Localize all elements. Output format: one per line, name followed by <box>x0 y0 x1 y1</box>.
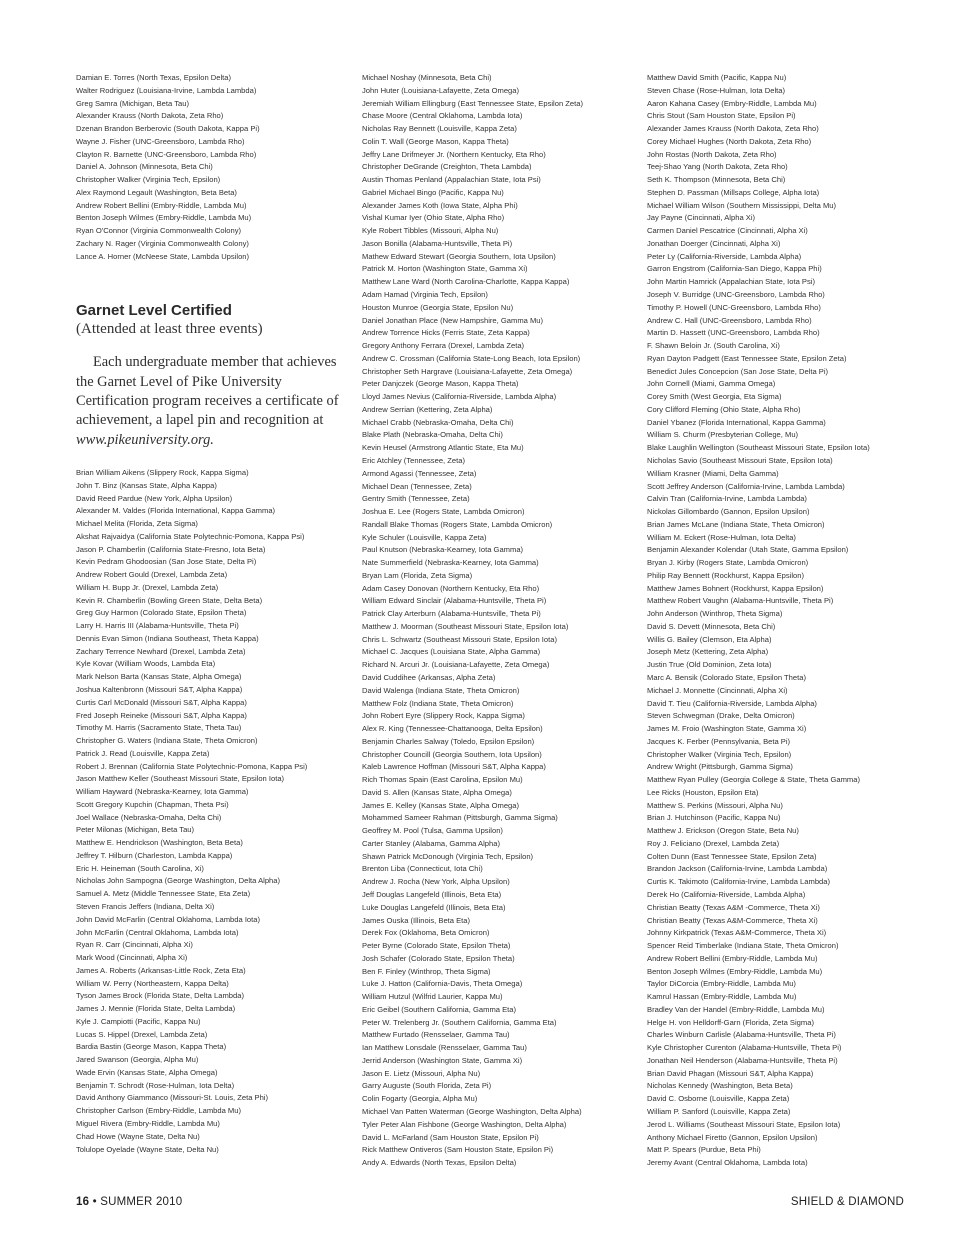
member-entry: Ian Matthew Lonsdale (Rensselaer, Gamma Tau) <box>362 1043 527 1053</box>
member-entry: John Martin Hamrick (Appalachian State, Iota Psi) <box>647 277 815 287</box>
section-subtitle: (Attended at least three events) <box>76 321 263 338</box>
name-list-bottom <box>76 467 346 1156</box>
member-entry: Christopher Walker (Virginia Tech, Epsilon) <box>647 749 792 759</box>
name-list <box>362 72 634 1170</box>
column-1 <box>76 72 346 1156</box>
member-entry: Luke J. Hatton (California-Davis, Theta Omega) <box>362 979 523 989</box>
member-entry: Matt P. Spears (Purdue, Beta Phi) <box>647 1145 761 1155</box>
member-entry: John Huter (Louisiana-Lafayette, Zeta Omega) <box>362 85 520 95</box>
member-entry: Daniel A. Johnson (Minnesota, Beta Chi) <box>76 162 213 172</box>
member-entry: Philip Ray Bennett (Rockhurst, Kappa Epsilon) <box>647 570 805 580</box>
member-entry: Patrick J. Read (Louisville, Kappa Zeta) <box>76 748 210 758</box>
member-entry: Timothy M. Harris (Sacramento State, Theta Tau) <box>76 723 242 733</box>
member-entry: John Anderson (Winthrop, Theta Sigma) <box>647 609 783 619</box>
member-entry: Derek Ho (California-Riverside, Lambda Alpha) <box>647 890 806 899</box>
member-entry: David Cuddihee (Arkansas, Alpha Zeta) <box>362 672 496 682</box>
member-entry: Chase Moore (Central Oklahoma, Lambda Iota) <box>362 111 523 121</box>
member-entry: Brian J. Hutchinson (Pacific, Kappa Nu) <box>647 813 781 823</box>
member-entry: John Cornell (Miami, Gamma Omega) <box>647 379 776 389</box>
member-entry: Bardia Bastin (George Mason, Kappa Theta) <box>76 1042 227 1052</box>
member-entry: Jared Swanson (Georgia, Alpha Mu) <box>76 1055 199 1065</box>
member-entry: Scott Jeffrey Anderson (California-Irvine, Lambda Lambda) <box>647 481 845 491</box>
member-entry: William H. Bupp Jr. (Drexel, Lambda Zeta) <box>76 582 219 592</box>
member-entry: Christopher Carlson (Embry-Riddle, Lambda Mu) <box>76 1106 242 1116</box>
section-body <box>76 353 346 449</box>
member-entry: Michael William Wilson (Southern Mississippi, Delta Mu) <box>647 200 837 210</box>
member-entry: Michael C. Jacques (Louisiana State, Alpha Gamma) <box>362 647 541 657</box>
member-entry: Aaron Kahana Casey (Embry-Riddle, Lambda Mu) <box>647 98 817 108</box>
member-entry: Andrew C. Crossman (California State-Long Beach, Iota Epsilon) <box>362 353 581 363</box>
member-entry: Teej-Shao Yang (North Dakota, Zeta Rho) <box>647 162 788 172</box>
member-entry: Benedict Jules Concepcion (San Jose State, Delta Pi) <box>647 366 829 376</box>
member-entry: Colten Dunn (East Tennessee State, Epsilon Zeta) <box>647 851 817 861</box>
member-entry: Andrew Torrence Hicks (Ferris State, Zeta Kappa) <box>362 328 530 338</box>
member-entry: Carmen Daniel Pescatrice (Cincinnati, Alpha Xi) <box>647 226 808 236</box>
member-entry: James J. Mennie (Florida State, Delta Lambda) <box>76 1004 236 1014</box>
member-entry: Steven Chase (Rose-Hulman, Iota Delta) <box>647 85 786 95</box>
member-entry: William Hayward (Nebraska-Kearney, Iota Gamma) <box>76 787 249 797</box>
member-entry: Chris Stout (Sam Houston State, Epsilon Pi) <box>647 111 796 121</box>
member-entry: David L. McFarland (Sam Houston State, Epsilon Pi) <box>362 1132 539 1142</box>
member-entry: Tyson James Brock (Florida State, Delta Lambda) <box>76 991 244 1001</box>
member-entry: Michael J. Monnette (Cincinnati, Alpha Xi) <box>647 685 788 695</box>
member-entry: Greg Guy Harmon (Colorado State, Epsilon Theta) <box>76 608 247 618</box>
member-entry: Matthew David Smith (Pacific, Kappa Nu) <box>647 73 787 82</box>
member-entry: Eric Atchley (Tennessee, Zeta) <box>362 455 465 465</box>
member-entry: Alexander Krauss (North Dakota, Zeta Rho) <box>76 111 224 121</box>
member-entry: Nicholas John Sampogna (George Washington, Delta Alpha) <box>76 876 281 886</box>
member-entry: Andrew Serrian (Kettering, Zeta Alpha) <box>362 404 493 414</box>
member-entry: Rick Matthew Ontiveros (Sam Houston State, Epsilon Pi) <box>362 1145 554 1155</box>
member-entry: Peter Milonas (Michigan, Beta Tau) <box>76 825 195 835</box>
member-entry: Kyle J. Campiotti (Pacific, Kappa Nu) <box>76 1016 201 1026</box>
member-entry: Jerod L. Williams (Southeast Missouri State, Epsilon Iota) <box>647 1119 841 1129</box>
member-entry: Benjamin Alexander Kolendar (Utah State, Gamma Epsilon) <box>647 545 849 555</box>
member-entry: Chris L. Schwartz (Southeast Missouri State, Epsilon Iota) <box>362 634 557 644</box>
name-list-top <box>76 72 346 263</box>
member-entry: Lucas S. Hippel (Drexel, Lambda Zeta) <box>76 1029 208 1039</box>
member-entry: Ryan Dayton Padgett (East Tennessee State, Epsilon Zeta) <box>647 353 847 363</box>
member-entry: Zachary N. Rager (Virginia Commonwealth Colony) <box>76 238 249 248</box>
member-entry: Christopher DeGrande (Creighton, Theta Lambda) <box>362 162 532 172</box>
member-entry: William Krasner (Miami, Delta Gamma) <box>647 468 779 478</box>
member-entry: Curtis K. Takimoto (California-Irvine, Lambda Lambda) <box>647 877 831 887</box>
member-entry: Fred Joseph Reineke (Missouri S&T, Alpha Kappa) <box>76 710 247 720</box>
member-entry: F. Shawn Beloin Jr. (South Carolina, Xi) <box>647 341 780 351</box>
member-entry: John Rostas (North Dakota, Zeta Rho) <box>647 149 777 159</box>
member-entry: Peter Danjczek (George Mason, Kappa Theta) <box>362 379 519 389</box>
member-entry: Kevin Pedram Ghodoosian (San Jose State, Delta Pi) <box>76 557 257 567</box>
member-entry: Nickolas Gillombardo (Gannon, Epsilon Upsilon) <box>647 507 810 517</box>
member-entry: John David McFarlin (Central Oklahoma, Lambda Iota) <box>76 914 261 924</box>
name-list <box>647 72 922 1170</box>
page-number: 16 <box>76 1196 90 1208</box>
member-entry: Mark Wood (Cincinnati, Alpha Xi) <box>76 953 188 963</box>
column-2 <box>362 72 634 1170</box>
member-entry: David C. Osborne (Louisville, Kappa Zeta) <box>647 1094 790 1104</box>
member-entry: Vishal Kumar Iyer (Ohio State, Alpha Rho) <box>362 213 505 223</box>
member-entry: Tyler Peter Alan Fishbone (George Washington, Delta Alpha) <box>362 1119 567 1129</box>
member-entry: Nicholas Kennedy (Washington, Beta Beta) <box>647 1081 793 1091</box>
member-entry: William Hutzul (Wilfrid Laurier, Kappa Mu) <box>362 992 503 1002</box>
member-entry: Corey Michael Hughes (North Dakota, Zeta Rho) <box>647 136 812 146</box>
member-entry: Clayton R. Barnette (UNC-Greensboro, Lambda Rho) <box>76 149 257 159</box>
member-entry: Bryan Lam (Florida, Zeta Sigma) <box>362 570 473 580</box>
member-entry: Kyle Kovar (William Woods, Lambda Eta) <box>76 659 216 669</box>
member-entry: Geoffrey M. Pool (Tulsa, Gamma Upsilon) <box>362 826 503 836</box>
member-entry: William Edward Sinclair (Alabama-Huntsville, Theta Pi) <box>362 596 547 606</box>
column-3 <box>647 72 922 1170</box>
member-entry: Wade Ervin (Kansas State, Alpha Omega) <box>76 1067 218 1077</box>
member-entry: William W. Perry (Northeastern, Kappa Delta) <box>76 978 229 988</box>
member-entry: Scott Gregory Kupchin (Chapman, Theta Psi) <box>76 799 229 809</box>
member-entry: Roy J. Feliciano (Drexel, Lambda Zeta) <box>647 838 780 848</box>
member-entry: Wayne J. Fisher (UNC-Greensboro, Lambda Rho) <box>76 136 245 146</box>
member-entry: Blake Laughlin Wellington (Southeast Missouri State, Epsilon Iota) <box>647 443 870 453</box>
member-entry: Matthew J. Moorman (Southeast Missouri State, Epsilon Iota) <box>362 621 569 631</box>
member-entry: Gentry Smith (Tennessee, Zeta) <box>362 494 470 504</box>
member-entry: Jeremiah William Ellingburg (East Tennessee State, Epsilon Zeta) <box>362 98 584 108</box>
section-title: Garnet Level Certified <box>76 302 232 320</box>
member-entry: Colin T. Wall (George Mason, Kappa Theta) <box>362 136 509 146</box>
member-entry: David Walenga (Indiana State, Theta Omicron) <box>362 685 520 695</box>
member-entry: Michael Van Patten Waterman (George Washington, Delta Alpha) <box>362 1107 582 1117</box>
member-entry: Zachary Terrence Newhard (Drexel, Lambda Zeta) <box>76 646 246 656</box>
member-entry: Andrew Robert Bellini (Embry-Riddle, Lambda Mu) <box>647 953 818 963</box>
member-entry: Richard N. Arcuri Jr. (Louisiana-Lafayette, Zeta Omega) <box>362 660 550 670</box>
member-entry: Daniel Jonathan Place (New Hampshire, Gamma Mu) <box>362 315 544 325</box>
member-entry: Ryan R. Carr (Cincinnati, Alpha Xi) <box>76 940 193 950</box>
member-entry: Larry H. Harris III (Alabama-Huntsville, Theta Pi) <box>76 621 239 631</box>
member-entry: Armond Agassi (Tennessee, Zeta) <box>362 468 477 478</box>
member-entry: John Robert Eyre (Slippery Rock, Kappa Sigma) <box>362 711 525 721</box>
member-entry: Matthew E. Hendrickson (Washington, Beta Beta) <box>76 838 243 848</box>
member-entry: Brian David Phagan (Missouri S&T, Alpha Kappa) <box>647 1068 814 1078</box>
member-entry: Blake Plath (Nebraska-Omaha, Delta Chi) <box>362 430 503 440</box>
member-entry: Robert J. Brennan (California State Polytechnic-Pomona, Kappa Psi) <box>76 761 308 771</box>
member-entry: Garron Engstrom (California-San Diego, Kappa Phi) <box>647 264 822 274</box>
member-entry: Damian E. Torres (North Texas, Epsilon Delta) <box>76 73 232 82</box>
member-entry: Peter W. Trelenberg Jr. (Southern California, Gamma Eta) <box>362 1017 557 1027</box>
member-entry: Jeremy Avant (Central Oklahoma, Lambda Iota) <box>647 1158 808 1168</box>
member-entry: Randall Blake Thomas (Rogers State, Lambda Omicron) <box>362 519 553 529</box>
member-entry: David Reed Pardue (New York, Alpha Upsilon) <box>76 493 233 503</box>
member-entry: Christian Beatty (Texas A&M-Commerce, Theta Xi) <box>647 915 818 925</box>
member-entry: William S. Churm (Presbyterian College, Mu) <box>647 430 799 440</box>
member-entry: Matthew Furtado (Rensselaer, Gamma Tau) <box>362 1030 510 1040</box>
member-entry: Timothy P. Howell (UNC-Greensboro, Lambda Rho) <box>647 302 821 312</box>
member-entry: Marc A. Bensik (Colorado State, Epsilon Theta) <box>647 672 806 682</box>
member-entry: Kyle Schuler (Louisville, Kappa Zeta) <box>362 532 487 542</box>
member-entry: Nicholas Savio (Southeast Missouri State, Epsilon Iota) <box>647 455 833 465</box>
member-entry: Eric Geibel (Southern California, Gamma Eta) <box>362 1004 517 1014</box>
member-entry: David Anthony Giammanco (Missouri-St. Louis, Zeta Phi) <box>76 1093 269 1103</box>
member-entry: James E. Kelley (Kansas State, Alpha Omega) <box>362 800 520 810</box>
member-entry: William P. Sanford (Louisville, Kappa Zeta) <box>647 1107 791 1117</box>
member-entry: Michael Noshay (Minnesota, Beta Chi) <box>362 73 492 82</box>
member-entry: Mathew Edward Stewart (Georgia Southern, Iota Upsilon) <box>362 251 556 261</box>
member-entry: Mohammed Sameer Rahman (Pittsburgh, Gamma Sigma) <box>362 813 558 823</box>
member-entry: Christian Beatty (Texas A&M -Commerce, Theta Xi) <box>647 902 820 912</box>
member-entry: Corey Smith (West Georgia, Eta Sigma) <box>647 392 782 402</box>
member-entry: Brenton Liba (Connecticut, Iota Chi) <box>362 864 483 874</box>
member-entry: Jonathan Neil Henderson (Alabama-Huntsville, Theta Pi) <box>647 1055 838 1065</box>
member-entry: Christopher Seth Hargrave (Louisiana-Lafayette, Zeta Omega) <box>362 366 573 376</box>
member-entry: Austin Thomas Penland (Appalachian State, Iota Psi) <box>362 175 541 185</box>
member-entry: Matthew Lane Ward (North Carolina-Charlotte, Kappa Kappa) <box>362 277 570 287</box>
member-entry: Eric H. Heineman (South Carolina, Xi) <box>76 863 204 873</box>
member-entry: Carter Stanley (Alabama, Gamma Alpha) <box>362 838 501 848</box>
member-entry: Johnny Kirkpatrick (Texas A&M-Commerce, Theta Xi) <box>647 928 827 938</box>
member-entry: Jason E. Lietz (Missouri, Alpha Nu) <box>362 1068 481 1078</box>
member-entry: Alex Raymond Legault (Washington, Beta Beta) <box>76 187 237 197</box>
member-entry: Steven Schwegman (Drake, Delta Omicron) <box>647 711 795 721</box>
member-entry: Ryan O'Connor (Virginia Commonwealth Colony) <box>76 226 242 236</box>
member-entry: Alex R. King (Tennessee-Chattanooga, Delta Epsilon) <box>362 724 543 734</box>
member-entry: Kaleb Lawrence Hoffman (Missouri S&T, Alpha Kappa) <box>362 762 546 772</box>
member-entry: Kyle Robert Tibbles (Missouri, Alpha Nu) <box>362 226 499 236</box>
member-entry: Tolulope Oyelade (Wayne State, Delta Nu) <box>76 1144 219 1154</box>
issue-label: SUMMER 2010 <box>100 1196 183 1208</box>
member-entry: Benton Joseph Wilmes (Embry-Riddle, Lambda Mu) <box>76 213 252 223</box>
member-entry: Greg Samra (Michigan, Beta Tau) <box>76 98 189 108</box>
member-entry: Adam Hamad (Virginia Tech, Epsilon) <box>362 290 488 300</box>
member-entry: Paul Knutson (Nebraska-Kearney, Iota Gamma) <box>362 545 524 555</box>
member-entry: Brandon Jackson (California-Irvine, Lambda Lambda) <box>647 864 828 874</box>
member-entry: Lloyd James Nevius (California-Riverside, Lambda Alpha) <box>362 392 557 402</box>
member-entry: Michael Crabb (Nebraska-Omaha, Delta Chi) <box>362 417 514 427</box>
section-body-text: Each undergraduate member that achieves the Garnet Level of Pike University Certification program receives a certificate of achievement, a lapel pin and recognition at <box>76 354 339 429</box>
member-entry: Justin True (Old Dominion, Zeta Iota) <box>647 660 772 670</box>
member-entry: Andrew Robert Bellini (Embry-Riddle, Lambda Mu) <box>76 200 247 210</box>
member-entry: Alexander James Koth (Iowa State, Alpha Phi) <box>362 200 518 210</box>
member-entry: Jason P. Chamberlin (California State-Fresno, Iota Beta) <box>76 544 266 554</box>
member-entry: Rich Thomas Spain (East Carolina, Epsilon Mu) <box>362 775 523 785</box>
member-entry: Brian William Aikens (Slippery Rock, Kappa Sigma) <box>76 467 249 477</box>
member-entry: Patrick M. Horton (Washington State, Gamma Xi) <box>362 264 528 274</box>
member-entry: Adam Casey Donovan (Northern Kentucky, Eta Rho) <box>362 583 540 593</box>
member-entry: David S. Devett (Minnesota, Beta Chi) <box>647 621 776 631</box>
member-entry: Anthony Michael Firetto (Gannon, Epsilon Upsilon) <box>647 1132 818 1142</box>
member-entry: Ben F. Finley (Winthrop, Theta Sigma) <box>362 966 491 976</box>
footer-separator: • <box>92 1196 97 1208</box>
member-entry: Bryan J. Kirby (Rogers State, Lambda Omicron) <box>647 558 809 568</box>
member-entry: Taylor DiCorcia (Embry-Riddle, Lambda Mu) <box>647 979 796 989</box>
member-entry: Kevin Heusel (Armstrong Atlantic State, Eta Mu) <box>362 443 524 453</box>
member-entry: Lee Ricks (Houston, Epsilon Eta) <box>647 787 759 797</box>
member-entry: Kamrul Hassan (Embry-Riddle, Lambda Mu) <box>647 992 797 1002</box>
member-entry: Stephen D. Passman (Millsaps College, Alpha Iota) <box>647 187 820 197</box>
member-entry: Miguel Rivera (Embry-Riddle, Lambda Mu) <box>76 1119 220 1129</box>
member-entry: Jacques K. Ferber (Pennsylvania, Beta Pi) <box>647 736 791 746</box>
member-entry: James A. Roberts (Arkansas-Little Rock, Zeta Eta) <box>76 965 246 975</box>
member-entry: Kevin R. Chamberlin (Bowling Green State, Delta Beta) <box>76 595 263 605</box>
member-entry: Shawn Patrick McDonough (Virginia Tech, Epsilon) <box>362 851 534 861</box>
footer-left <box>76 1196 182 1208</box>
member-entry: Seth K. Thompson (Minnesota, Beta Chi) <box>647 175 786 185</box>
member-entry: Jeffry Lane Drifmeyer Jr. (Northern Kentucky, Eta Rho) <box>362 149 546 159</box>
member-entry: Luke Douglas Langefeld (Illinois, Beta Eta) <box>362 902 506 912</box>
member-entry: Josh Schafer (Colorado State, Epsilon Theta) <box>362 953 515 963</box>
member-entry: Mark Nelson Barta (Kansas State, Alpha Omega) <box>76 672 242 682</box>
member-entry: Derek Fox (Oklahoma, Beta Omicron) <box>362 928 490 938</box>
member-entry: Nicholas Ray Bennett (Louisville, Kappa Zeta) <box>362 124 517 134</box>
member-entry: Joshua E. Lee (Rogers State, Lambda Omicron) <box>362 507 525 517</box>
member-entry: James M. Froio (Washington State, Gamma Xi) <box>647 724 807 734</box>
member-entry: Dennis Evan Simon (Indiana Southeast, Theta Kappa) <box>76 633 259 643</box>
member-entry: Matthew Folz (Indiana State, Theta Omicron) <box>362 698 514 708</box>
member-entry: Charles Winburn Carlisle (Alabama-Huntsville, Theta Pi) <box>647 1030 836 1040</box>
member-entry: Andrew Robert Gould (Drexel, Lambda Zeta) <box>76 570 228 580</box>
member-entry: Andrew Wright (Pittsburgh, Gamma Sigma) <box>647 762 793 772</box>
member-entry: David T. Tieu (California-Riverside, Lambda Alpha) <box>647 698 817 708</box>
member-entry: Benjamin Charles Salway (Toledo, Epsilon Epsilon) <box>362 736 535 746</box>
member-entry: Martin D. Hassett (UNC-Greensboro, Lambda Rho) <box>647 328 820 338</box>
member-entry: John McFarlin (Central Oklahoma, Lambda Iota) <box>76 927 239 937</box>
member-entry: Christopher Councill (Georgia Southern, Iota Upsilon) <box>362 749 542 759</box>
member-entry: Joshua Kaltenbronn (Missouri S&T, Alpha Kappa) <box>76 684 243 694</box>
member-entry: Daniel Ybanez (Florida International, Kappa Gamma) <box>647 417 826 427</box>
member-entry: Gabriel Michael Bingo (Pacific, Kappa Nu) <box>362 187 504 197</box>
member-entry: Alexander M. Valdes (Florida International, Kappa Gamma) <box>76 506 276 516</box>
member-entry: Calvin Tran (California-Irvine, Lambda Lambda) <box>647 494 807 504</box>
member-entry: Jay Payne (Cincinnati, Alpha Xi) <box>647 213 756 223</box>
member-entry: Christopher G. Waters (Indiana State, Theta Omicron) <box>76 736 258 746</box>
member-entry: John T. Binz (Kansas State, Alpha Kappa) <box>76 480 217 490</box>
member-entry: Andrew J. Rocha (New York, Alpha Upsilon) <box>362 877 510 887</box>
member-entry: Benjamin T. Schrodt (Rose-Hulman, Iota Delta) <box>76 1080 235 1090</box>
member-entry: Andy A. Edwards (North Texas, Epsilon Delta) <box>362 1158 517 1168</box>
member-entry: Brian James McLane (Indiana State, Theta Omicron) <box>647 519 825 529</box>
member-entry: Jason Matthew Keller (Southeast Missouri State, Epsilon Iota) <box>76 774 285 784</box>
member-entry: William M. Eckert (Rose-Hulman, Iota Delta) <box>647 532 796 542</box>
member-entry: James Ouska (Illinois, Beta Eta) <box>362 915 471 925</box>
member-entry: Garry Auguste (South Florida, Zeta Pi) <box>362 1081 492 1091</box>
member-entry: Andrew C. Hall (UNC-Greensboro, Lambda Rho) <box>647 315 812 325</box>
pikeuniversity-link[interactable]: www.pikeuniversity.org. <box>76 431 214 448</box>
member-entry: Gregory Anthony Ferrara (Drexel, Lambda Zeta) <box>362 341 525 351</box>
member-entry: Joel Wallace (Nebraska-Omaha, Delta Chi) <box>76 812 222 822</box>
member-entry: Matthew Robert Vaughn (Alabama-Huntsville, Theta Pi) <box>647 596 834 606</box>
member-entry: Matthew Ryan Pulley (Georgia College & State, Theta Gamma) <box>647 775 861 785</box>
member-entry: Spencer Reid Timberlake (Indiana State, Theta Omicron) <box>647 941 839 951</box>
member-entry: Benton Joseph Wilmes (Embry-Riddle, Lambda Mu) <box>647 966 823 976</box>
member-entry: Joseph Metz (Kettering, Zeta Alpha) <box>647 647 769 657</box>
member-entry: Helge H. von Helldorff-Garn (Florida, Zeta Sigma) <box>647 1017 814 1027</box>
member-entry: Peter Ly (California-Riverside, Lambda Alpha) <box>647 251 802 261</box>
member-entry: Jeff Douglas Langefeld (Illinois, Beta Eta) <box>362 890 502 899</box>
member-entry: Kyle Christopher Curenton (Alabama-Huntsville, Theta Pi) <box>647 1043 842 1053</box>
magazine-name: SHIELD & DIAMOND <box>790 1196 904 1208</box>
member-entry: Patrick Clay Arterburn (Alabama-Huntsville, Theta Pi) <box>362 609 541 619</box>
member-entry: Matthew S. Perkins (Missouri, Alpha Nu) <box>647 800 783 810</box>
member-entry: Nate Summerfield (Nebraska-Kearney, Iota Gamma) <box>362 558 539 568</box>
member-entry: Christopher Walker (Virginia Tech, Epsilon) <box>76 175 221 185</box>
member-entry: Bradley Van der Handel (Embry-Riddle, Lambda Mu) <box>647 1004 825 1014</box>
member-entry: Cory Clifford Fleming (Ohio State, Alpha Rho) <box>647 404 801 414</box>
member-entry: Colin Fogarty (Georgia, Alpha Mu) <box>362 1094 478 1104</box>
member-entry: David S. Allen (Kansas State, Alpha Omega) <box>362 787 512 797</box>
member-entry: Jerrid Anderson (Washington State, Gamma Xi) <box>362 1055 523 1065</box>
member-entry: Dzenan Brandon Berberovic (South Dakota, Kappa Pi) <box>76 124 260 134</box>
member-entry: Curtis Carl McDonald (Missouri S&T, Alpha Kappa) <box>76 697 247 707</box>
member-entry: Michael Dean (Tennessee, Zeta) <box>362 481 472 491</box>
member-entry: Chad Howe (Wayne State, Delta Nu) <box>76 1131 200 1141</box>
member-entry: Matthew J. Erickson (Oregon State, Beta Nu) <box>647 826 799 836</box>
member-entry: Samuel A. Metz (Middle Tennessee State, Eta Zeta) <box>76 889 251 899</box>
member-entry: Jonathan Doerger (Cincinnati, Alpha Xi) <box>647 238 781 248</box>
member-entry: Alexander James Krauss (North Dakota, Zeta Rho) <box>647 124 819 134</box>
member-entry: Joseph V. Burridge (UNC-Greensboro, Lambda Rho) <box>647 290 825 300</box>
member-entry: Lance A. Horner (McNeese State, Lambda Upsilon) <box>76 251 250 261</box>
member-entry: Willis G. Bailey (Clemson, Eta Alpha) <box>647 634 772 644</box>
member-entry: Jason Bonilla (Alabama-Huntsville, Theta Pi) <box>362 238 513 248</box>
member-entry: Walter Rodriguez (Louisiana-Irvine, Lambda Lambda) <box>76 85 257 95</box>
member-entry: Matthew James Bohnert (Rockhurst, Kappa Epsilon) <box>647 583 824 593</box>
member-entry: Akshat Rajvaidya (California State Polytechnic-Pomona, Kappa Psi) <box>76 531 305 541</box>
member-entry: Michael Melita (Florida, Zeta Sigma) <box>76 519 198 529</box>
member-entry: Peter Byrne (Colorado State, Epsilon Theta) <box>362 941 511 951</box>
member-entry: Steven Francis Jeffers (Indiana, Delta Xi) <box>76 902 215 911</box>
member-entry: Houston Munroe (Georgia State, Epsilon Nu) <box>362 302 514 312</box>
member-entry: Jeffrey T. Hilburn (Charleston, Lambda Kappa) <box>76 850 233 860</box>
